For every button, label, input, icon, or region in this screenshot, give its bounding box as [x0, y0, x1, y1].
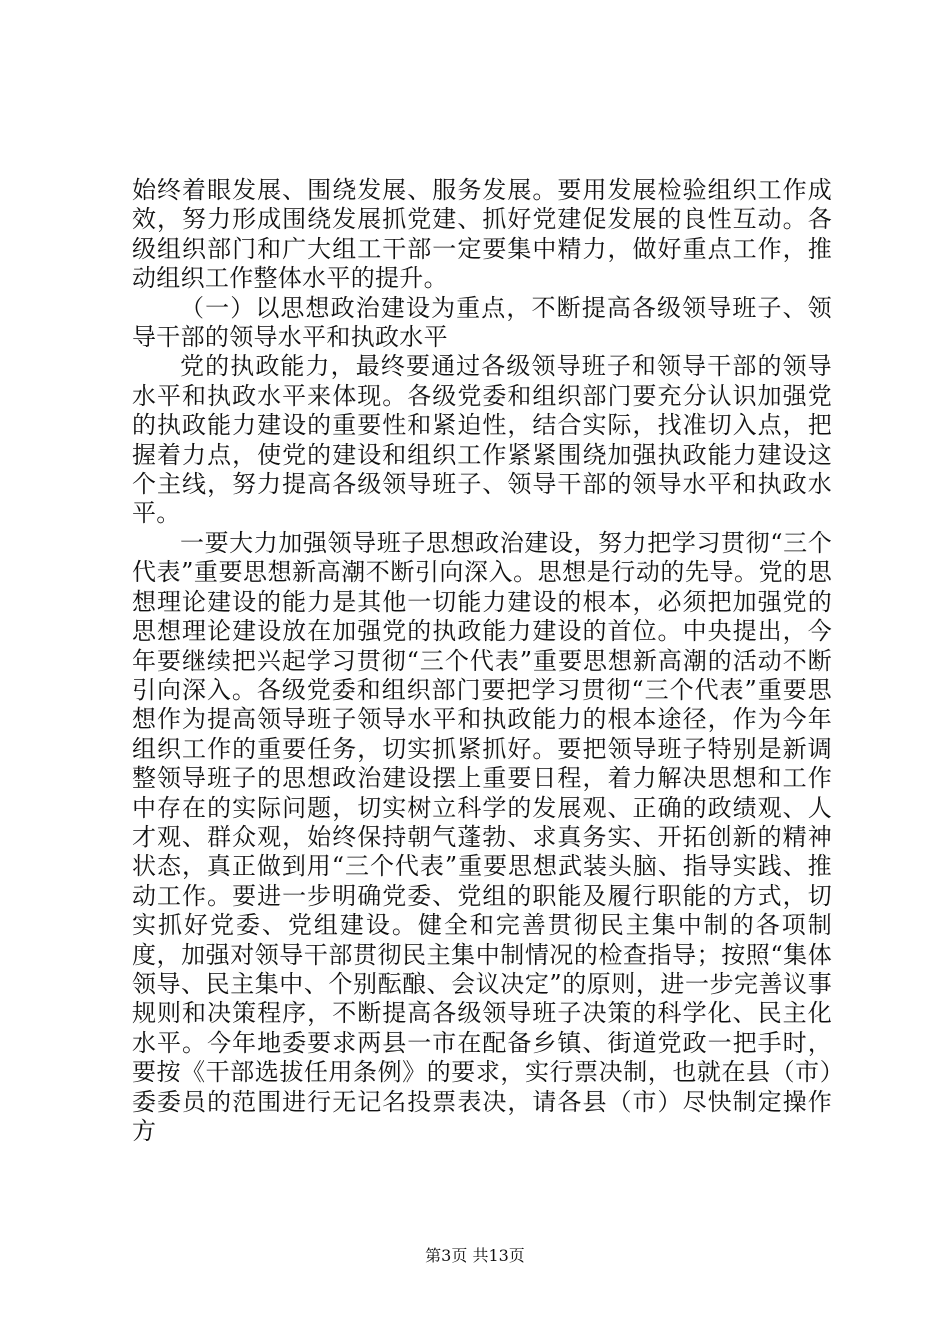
document-body — [132, 176, 832, 1146]
paragraph: 一要大力加强领导班子思想政治建设，努力把学习贯彻“三个代表”重要思想新高潮不断引向深入。思想是行动的先导。党的思想理论建设的能力是其他一切能力建设的根本，必须把加强党的思想理论建设放在加强党的执政能力建设的首位。中央提出，今年要继续把兴起学习贯彻“三个代表”重要思想新高潮的活动不断引向深入。各级党委和组织部门要把学习贯彻“三个代表”重要思想作为提高领导班子领导水平和执政能力的根本途径，作为今年组织工作的重要任务，切实抓紧抓好。要把领导班子特别是新调整领导班子的思想政治建设摆上重要日程，着力解决思想和工作中存在的实际问题，切实树立科学的发展观、正确的政绩观、人才观、群众观，始终保持朝气蓬勃、求真务实、开拓创新的精神状态，真正做到用“三个代表”重要思想武装头脑、指导实践、推动工作。要进一步明确党委、党组的职能及履行职能的方式，切实抓好党委、党组建设。健全和完善贯彻民主集中制的各项制度，加强对领导干部贯彻民主集中制情况的检查指导；按照“集体领导、民主集中、个别酝酿、会议决定”的原则，进一步完善议事规则和决策程序，不断提高各级领导班子决策的科学化、民主化水平。今年地委要求两县一市在配备乡镇、街道党政一把手时，要按《干部选拔任用条例》的要求，实行票决制，也就在县（市）委委员的范围进行无记名投票表决，请各县（市）尽快制定操作方 — [132, 528, 832, 1145]
section-heading: （一）以思想政治建设为重点，不断提高各级领导班子、领导干部的领导水平和执政水平 — [132, 293, 832, 352]
paragraph: 党的执政能力，最终要通过各级领导班子和领导干部的领导水平和执政水平来体现。各级党委和组织部门要充分认识加强党的执政能力建设的重要性和紧迫性，结合实际，找准切入点，把握着力点，使党的建设和组织工作紧紧围绕加强执政能力建设这个主线，努力提高各级领导班子、领导干部的领导水平和执政水平。 — [132, 352, 832, 528]
paragraph-continuation: 始终着眼发展、围绕发展、服务发展。要用发展检验组织工作成效，努力形成围绕发展抓党建、抓好党建促发展的良性互动。各级组织部门和广大组工干部一定要集中精力，做好重点工作，推动组织工作整体水平的提升。 — [132, 176, 832, 293]
page-footer: 第3页 共13页 — [425, 1246, 525, 1265]
